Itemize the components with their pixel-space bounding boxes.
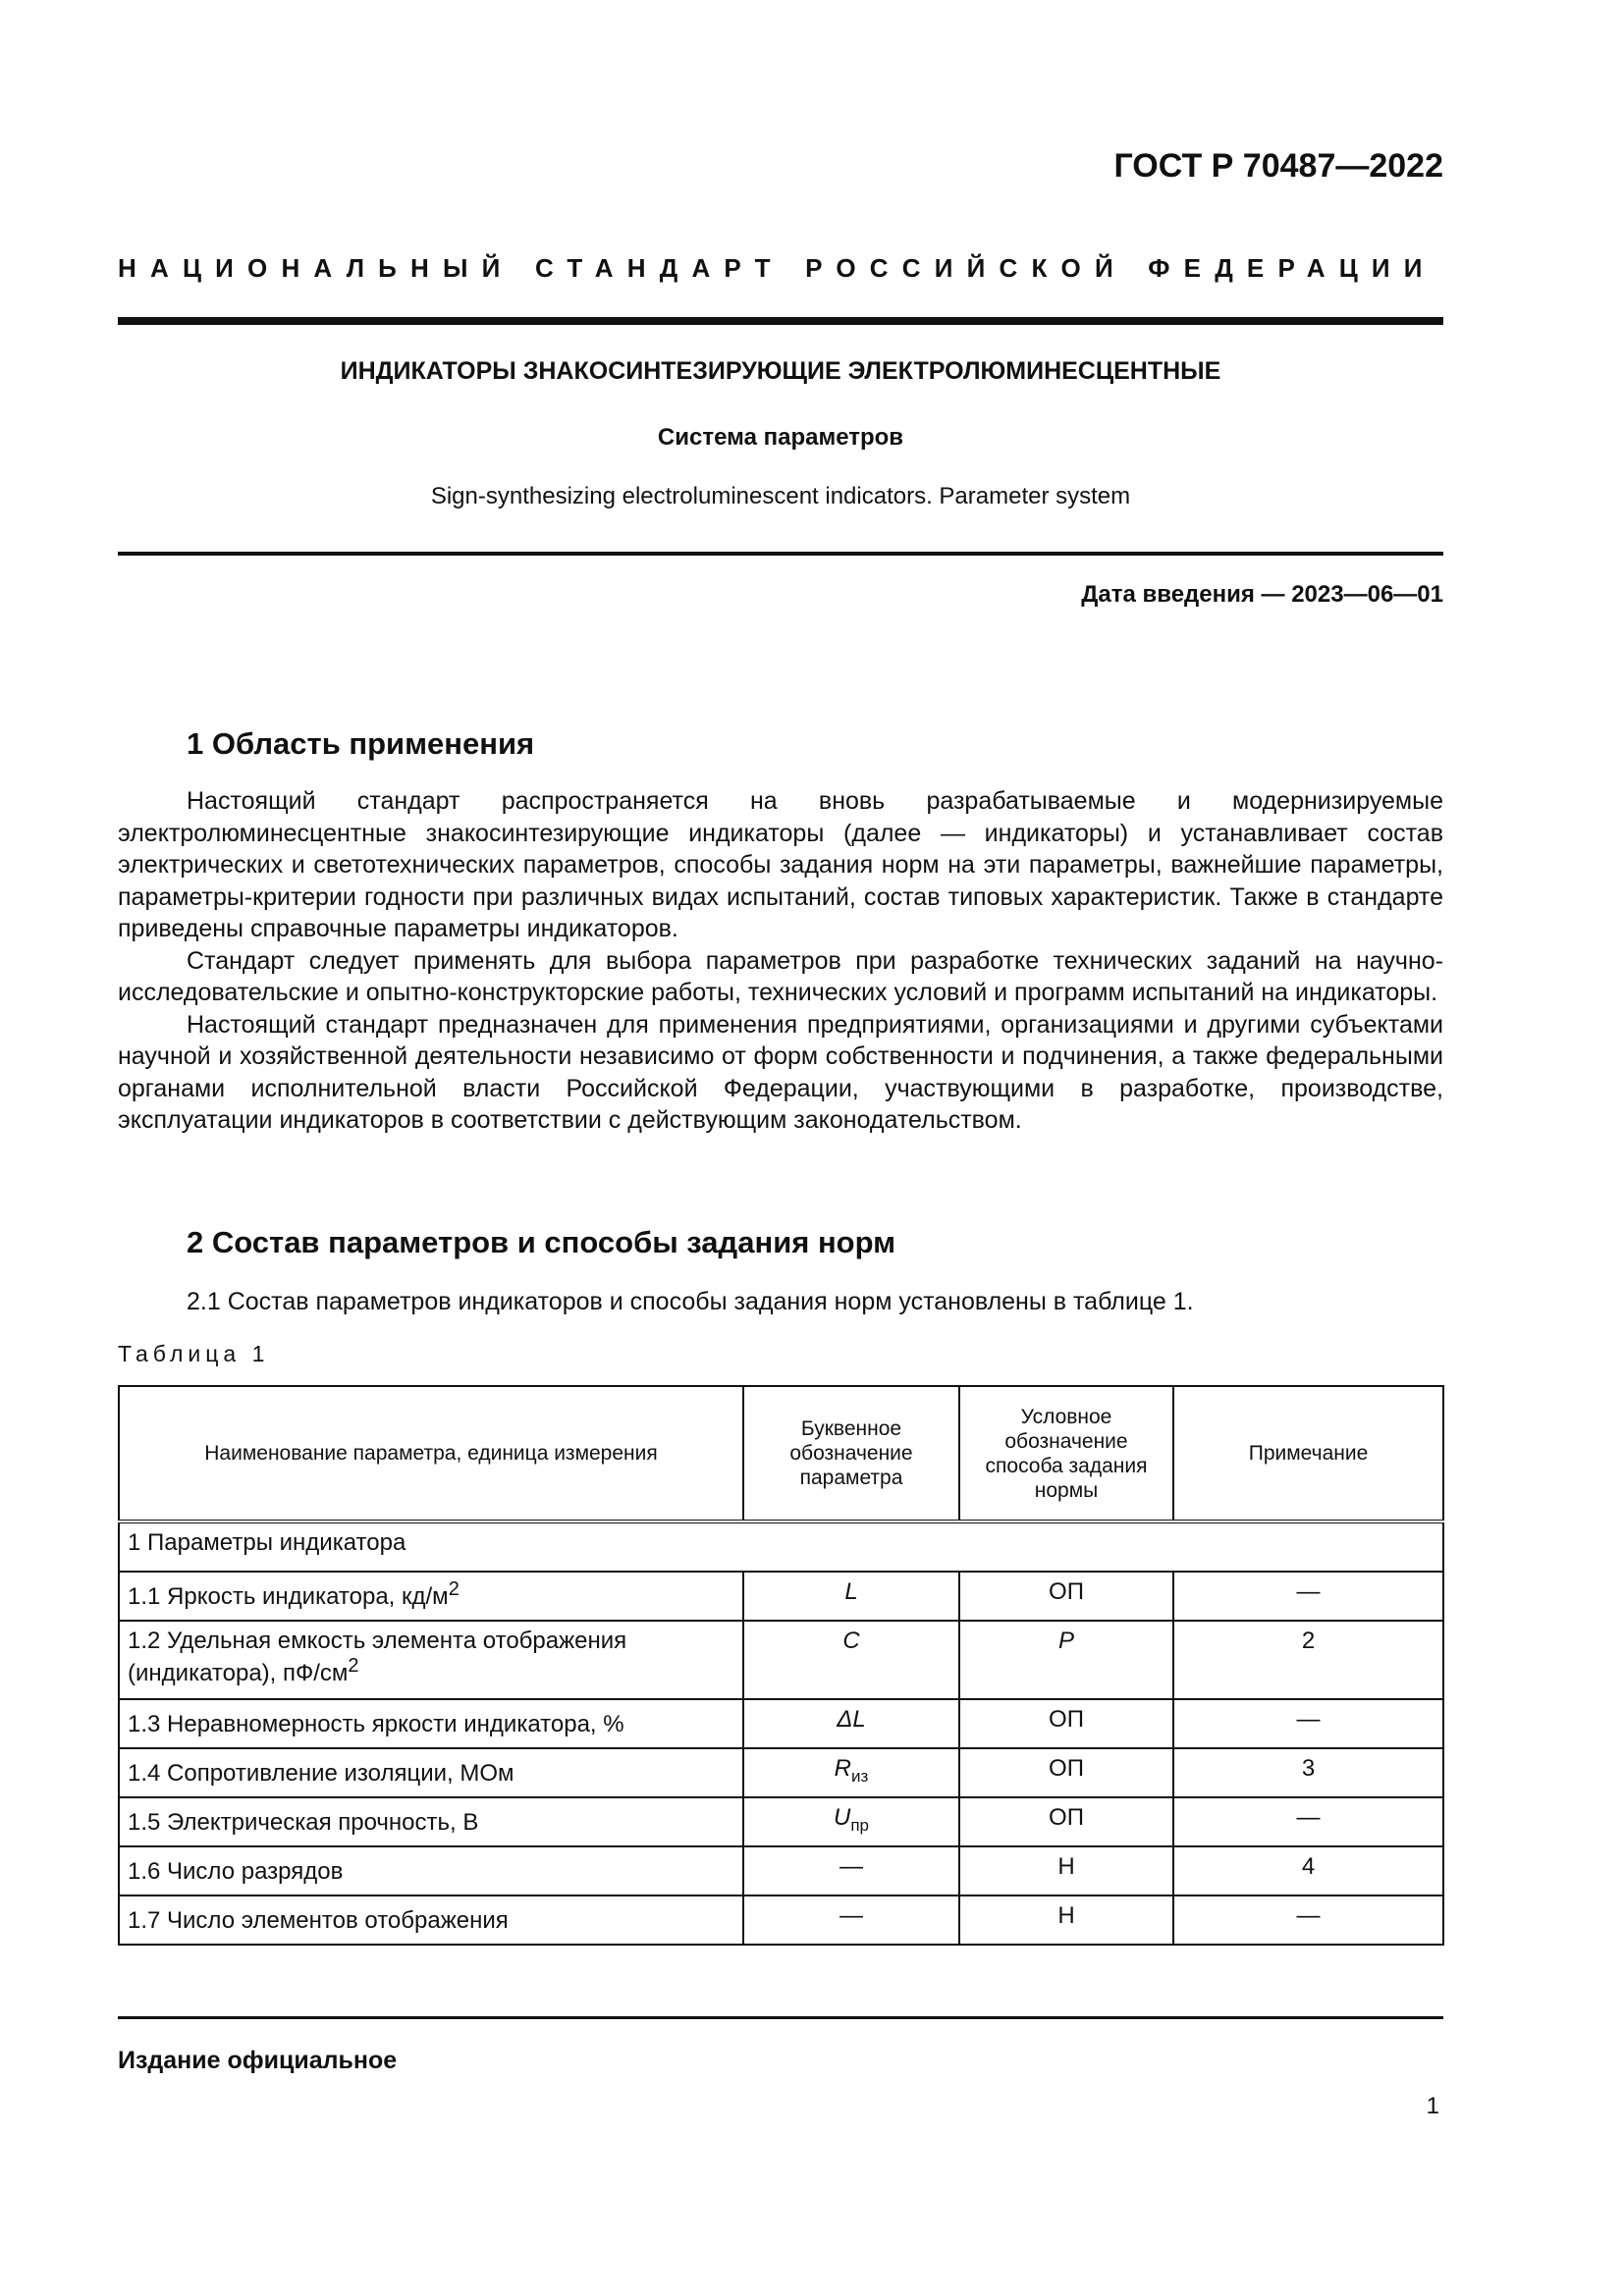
paragraph: Настоящий стандарт распространяется на вновь разрабатываемые и модернизируемые электролюминесцентные знакосинтезирующие индикаторы (далее — индикаторы) и устанавливает состав электрических и светотехнических параметров, способы задания норм на эти параметры, важнейшие параметры, параметры-критерии годности при различных видах испытаний, состав типовых характеристик. Также в стандарте приведены справочные параметры индикаторов. bbox=[118, 787, 1443, 942]
table-header bbox=[119, 1386, 1443, 1522]
page-number: 1 bbox=[1426, 2093, 1439, 2119]
note: — bbox=[1173, 1797, 1443, 1846]
table-row bbox=[119, 1846, 1443, 1896]
table-row bbox=[119, 1797, 1443, 1846]
column-header: Наименование параметра, единица измерения bbox=[119, 1386, 743, 1522]
table-caption: Таблица 1 bbox=[118, 1341, 270, 1366]
name-text: 1.3 Неравномерность яркости индикатора, % bbox=[128, 1711, 624, 1737]
parameter-name bbox=[119, 1748, 743, 1797]
subscript: из bbox=[851, 1766, 869, 1786]
english-title: Sign-synthesizing electroluminescent indicators. Parameter system bbox=[430, 483, 1131, 509]
name-text: 1.5 Электрическая прочность, В bbox=[128, 1809, 479, 1836]
paragraph: Настоящий стандарт предназначен для применения предприятиями, организациями и другими субъектами научной и хозяйственной деятельности независимо от форм собственности и подчинения, а также федеральными органами исполнительной власти Российской Федерации, участвующими в разработке, производстве, эксплуатации индикаторов в соответствии с действующим законодательством. bbox=[118, 1010, 1443, 1134]
parameter-symbol bbox=[743, 1846, 959, 1896]
effective-date: Дата введения — 2023—06—01 bbox=[1081, 581, 1443, 608]
parameter-symbol bbox=[743, 1748, 959, 1797]
symbol-text: L bbox=[844, 1578, 858, 1605]
parameter-name bbox=[119, 1572, 743, 1621]
norm-method: ОП bbox=[959, 1699, 1173, 1748]
name-text: 1.6 Число разрядов bbox=[128, 1858, 344, 1885]
table-row bbox=[119, 1572, 1443, 1621]
divider bbox=[118, 552, 1443, 556]
table-row bbox=[119, 1896, 1443, 1945]
parameter-name bbox=[119, 1797, 743, 1846]
parameter-name bbox=[119, 1621, 743, 1699]
section-label: 1 Параметры индикатора bbox=[119, 1522, 1443, 1572]
table-row bbox=[119, 1699, 1443, 1748]
name-text: 1.7 Число элементов отображения bbox=[128, 1907, 509, 1934]
norm-method: Н bbox=[959, 1896, 1173, 1945]
section-1-body bbox=[118, 785, 1443, 1137]
parameter-symbol bbox=[743, 1699, 959, 1748]
table-row bbox=[119, 1748, 1443, 1797]
divider bbox=[118, 317, 1443, 325]
document-code: ГОСТ Р 70487—2022 bbox=[1113, 147, 1443, 185]
name-text: 1.4 Сопротивление изоляции, МОм bbox=[128, 1760, 514, 1787]
symbol-text: C bbox=[842, 1628, 860, 1654]
parameter-symbol bbox=[743, 1572, 959, 1621]
note: — bbox=[1173, 1896, 1443, 1945]
note: — bbox=[1173, 1572, 1443, 1621]
symbol-text: R bbox=[834, 1755, 852, 1782]
column-header: Примечание bbox=[1173, 1386, 1443, 1522]
superscript: 2 bbox=[348, 1655, 359, 1677]
note: 2 bbox=[1173, 1621, 1443, 1699]
section-2-heading: 2 Состав параметров и способы задания норм bbox=[187, 1225, 896, 1259]
column-header: Условное обозначение способа задания нормы bbox=[959, 1386, 1173, 1522]
norm-method: ОП bbox=[959, 1572, 1173, 1621]
parameter-name bbox=[119, 1699, 743, 1748]
note: 3 bbox=[1173, 1748, 1443, 1797]
parameter-symbol bbox=[743, 1797, 959, 1846]
parameters-table bbox=[118, 1385, 1444, 1946]
table-row bbox=[119, 1621, 1443, 1699]
subscript: пр bbox=[850, 1815, 869, 1835]
symbol-text: ΔL bbox=[837, 1706, 866, 1733]
parameter-symbol bbox=[743, 1896, 959, 1945]
note: 4 bbox=[1173, 1846, 1443, 1896]
column-header: Буквенное обозначение параметра bbox=[743, 1386, 959, 1522]
name-text: 1.1 Яркость индикатора, кд/м bbox=[128, 1583, 449, 1610]
divider bbox=[118, 2016, 1443, 2019]
norm-method: Н bbox=[959, 1846, 1173, 1896]
section-2-body bbox=[118, 1286, 1443, 1318]
parameter-name bbox=[119, 1896, 743, 1945]
paragraph: Стандарт следует применять для выбора параметров при разработке технических заданий на научно-исследовательские и опытно-конструкторские работы, технических условий и программ испытаний на индикаторы. bbox=[118, 946, 1443, 1006]
section-1-heading: 1 Область применения bbox=[187, 726, 535, 761]
edition-label: Издание официальное bbox=[118, 2047, 398, 2074]
parameter-name bbox=[119, 1846, 743, 1896]
table-section-row bbox=[119, 1522, 1443, 1572]
paragraph: 2.1 Состав параметров индикаторов и способы задания норм установлены в таблице 1. bbox=[187, 1288, 1194, 1315]
name-text: 1.2 Удельная емкость элемента отображения (индикатора), пФ/см bbox=[128, 1628, 627, 1686]
superscript: 2 bbox=[448, 1578, 460, 1600]
national-standard-heading: НАЦИОНАЛЬНЫЙ СТАНДАРТ РОССИЙСКОЙ ФЕДЕРАЦИИ bbox=[118, 253, 1436, 283]
norm-method: ОП bbox=[959, 1748, 1173, 1797]
norm-method: ОП bbox=[959, 1797, 1173, 1846]
document-subtitle: Система параметров bbox=[657, 424, 904, 451]
symbol-text: U bbox=[833, 1804, 851, 1831]
note: — bbox=[1173, 1699, 1443, 1748]
document-title: ИНДИКАТОРЫ ЗНАКОСИНТЕЗИРУЮЩИЕ ЭЛЕКТРОЛЮМИНЕСЦЕНТНЫЕ bbox=[340, 357, 1221, 385]
norm-method: P bbox=[959, 1621, 1173, 1699]
parameter-symbol bbox=[743, 1621, 959, 1699]
symbol-text: — bbox=[839, 1853, 863, 1880]
symbol-text: — bbox=[839, 1902, 863, 1929]
